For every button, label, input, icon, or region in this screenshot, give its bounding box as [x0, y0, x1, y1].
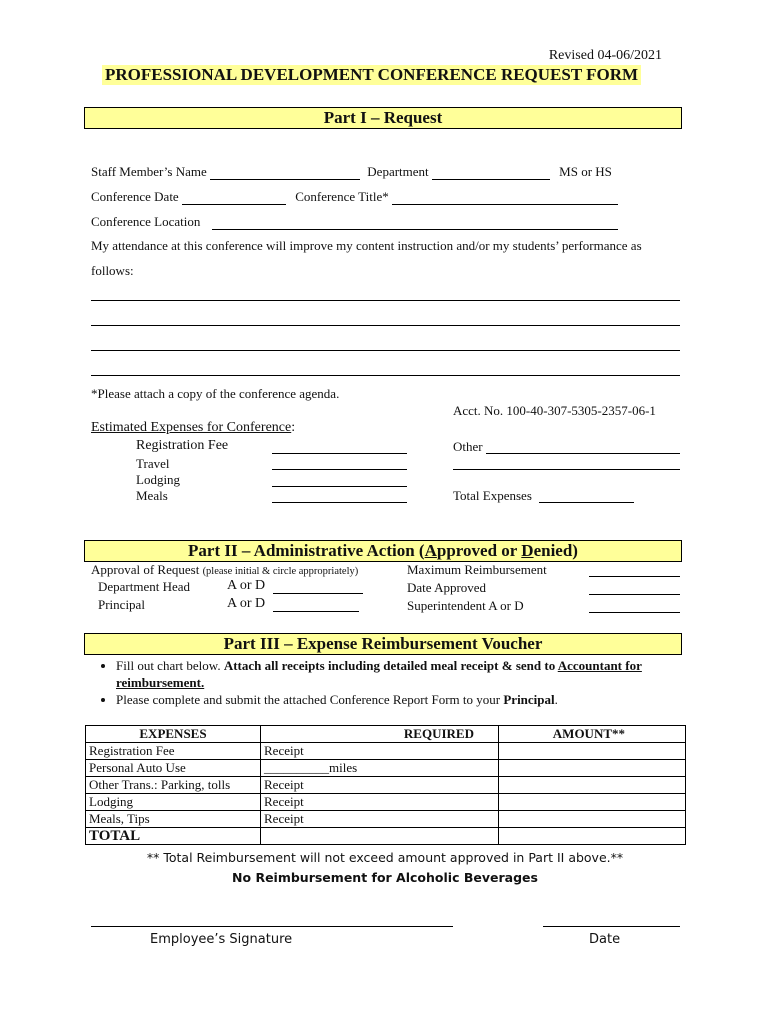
total-label: TOTAL	[86, 828, 261, 845]
conference-date-field[interactable]	[182, 190, 286, 205]
expense-cell: Meals, Tips	[86, 811, 261, 828]
table-row	[86, 811, 686, 828]
table-header-row	[86, 726, 686, 743]
date-approved-label: Date Approved	[407, 580, 487, 595]
principal-label: Principal	[98, 597, 145, 612]
estimated-expenses-heading	[91, 420, 295, 436]
expense-item-registration: Registration Fee	[136, 438, 229, 453]
required-cell: Receipt	[261, 811, 499, 828]
principal-initial-field[interactable]	[273, 611, 359, 612]
staff-name-field[interactable]	[210, 165, 360, 180]
expense-cell: Personal Auto Use	[86, 760, 261, 777]
attendance-text: My attendance at this conference will improve my content instruction and/or my students’ performance as	[91, 238, 642, 253]
alcohol-note: No Reimbursement for Alcoholic Beverages	[232, 870, 538, 885]
bullet1-plain: Fill out chart below.	[116, 658, 224, 673]
expense-table	[85, 725, 686, 845]
bullet2-bold: Principal	[503, 692, 555, 707]
ms-hs-label: MS or HS	[559, 164, 612, 179]
conference-title-label: Conference Title*	[295, 189, 389, 204]
employee-signature-line[interactable]	[91, 926, 453, 927]
expense-item-lodging: Lodging	[136, 472, 181, 487]
approved-initial: A	[424, 541, 437, 560]
lodging-field[interactable]	[272, 486, 407, 487]
approved-rest: pproved or	[436, 541, 522, 560]
expense-item-meals: Meals	[136, 488, 168, 503]
required-cell: Receipt	[261, 794, 499, 811]
expense-item-travel: Travel	[136, 456, 170, 471]
meals-field[interactable]	[272, 502, 407, 503]
table-row	[86, 777, 686, 794]
revised-date: Revised 04-06/2021	[548, 48, 662, 63]
department-head-label: Department Head	[98, 579, 191, 594]
approval-hint: (please initial & circle appropriately)	[202, 566, 359, 577]
form-title: PROFESSIONAL DEVELOPMENT CONFERENCE REQUEST FORM	[102, 65, 641, 85]
part1-banner	[84, 107, 682, 129]
amount-cell[interactable]	[499, 743, 686, 760]
date-signature-label: Date	[589, 932, 621, 947]
conference-location-field[interactable]	[212, 215, 618, 230]
amount-cell[interactable]	[499, 794, 686, 811]
part1-heading: Part I – Request	[323, 108, 443, 127]
reimbursement-note: ** Total Reimbursement will not exceed amount approved in Part II above.**	[146, 850, 624, 865]
staff-row	[91, 164, 612, 180]
conference-date-label: Conference Date	[91, 189, 179, 204]
department-head-initial-field[interactable]	[273, 593, 363, 594]
table-total-row	[86, 828, 686, 845]
table-row	[86, 794, 686, 811]
expense-cell: Other Trans.: Parking, tolls	[86, 777, 261, 794]
table-header-expenses: EXPENSES	[86, 726, 261, 743]
table-row	[86, 743, 686, 760]
required-cell: Receipt	[261, 777, 499, 794]
employee-signature-label: Employee’s Signature	[150, 932, 293, 947]
max-reimbursement-field[interactable]	[589, 576, 680, 577]
bullet1-bold-underlined: Accountant for reimbursement.	[116, 658, 642, 690]
required-cell: Receipt	[261, 743, 499, 760]
other-label: Other	[453, 439, 483, 454]
amount-cell[interactable]	[499, 777, 686, 794]
principal-a-or-d: A or D	[227, 596, 266, 611]
travel-field[interactable]	[272, 469, 407, 470]
department-head-a-or-d: A or D	[227, 578, 266, 593]
instructions-list	[98, 657, 656, 708]
estimated-colon: :	[291, 420, 296, 435]
denied-rest: enied)	[533, 541, 578, 560]
denied-initial: D	[521, 541, 534, 560]
part2-banner	[84, 540, 682, 562]
response-line[interactable]	[91, 375, 680, 376]
total-expenses-field[interactable]	[539, 502, 634, 503]
department-field[interactable]	[432, 165, 550, 180]
response-line[interactable]	[91, 325, 680, 326]
amount-cell[interactable]	[499, 760, 686, 777]
conference-row	[91, 189, 618, 205]
max-reimbursement-label: Maximum Reimbursement	[407, 562, 547, 577]
total-required-cell	[261, 828, 499, 845]
instruction-item	[116, 657, 656, 691]
response-line[interactable]	[91, 350, 680, 351]
conference-title-field[interactable]	[392, 190, 618, 205]
expense-cell: Registration Fee	[86, 743, 261, 760]
conference-location-label: Conference Location	[91, 214, 201, 229]
expense-cell: Lodging	[86, 794, 261, 811]
table-header-amount: AMOUNT**	[499, 726, 686, 743]
approval-row	[91, 562, 358, 578]
total-expenses-label: Total Expenses	[453, 488, 532, 503]
staff-name-label: Staff Member’s Name	[91, 164, 207, 179]
account-number: Acct. No. 100-40-307-5305-2357-06-1	[453, 403, 656, 418]
other-field-2[interactable]	[453, 469, 680, 470]
date-signature-line[interactable]	[543, 926, 680, 927]
table-row	[86, 760, 686, 777]
follows-text: follows:	[91, 263, 134, 278]
total-amount-cell[interactable]	[499, 828, 686, 845]
response-line[interactable]	[91, 300, 680, 301]
approval-label: Approval of Request	[91, 562, 200, 577]
estimated-expenses-label: Estimated Expenses for Conference	[91, 420, 292, 435]
bullet1-bold: Attach all receipts including detailed meal receipt & send to	[223, 658, 558, 673]
amount-cell[interactable]	[499, 811, 686, 828]
other-field[interactable]	[486, 453, 680, 454]
instruction-item	[116, 691, 656, 708]
superintendent-label: Superintendent A or D	[407, 598, 524, 613]
department-label: Department	[367, 164, 429, 179]
required-cell[interactable]: __________miles	[261, 760, 499, 777]
part2-heading-prefix: Part II – Administrative Action (	[188, 541, 425, 560]
table-header-required: REQUIRED	[261, 726, 499, 743]
part3-heading: Part III – Expense Reimbursement Voucher	[223, 634, 543, 653]
registration-fee-field[interactable]	[272, 453, 407, 454]
agenda-note: *Please attach a copy of the conference agenda.	[91, 386, 340, 401]
location-row	[91, 214, 618, 230]
bullet2-plain: Please complete and submit the attached Conference Report Form to your	[116, 692, 504, 707]
part3-banner	[84, 633, 682, 655]
bullet2-end: .	[554, 692, 558, 707]
superintendent-field[interactable]	[589, 612, 680, 613]
date-approved-field[interactable]	[589, 594, 680, 595]
